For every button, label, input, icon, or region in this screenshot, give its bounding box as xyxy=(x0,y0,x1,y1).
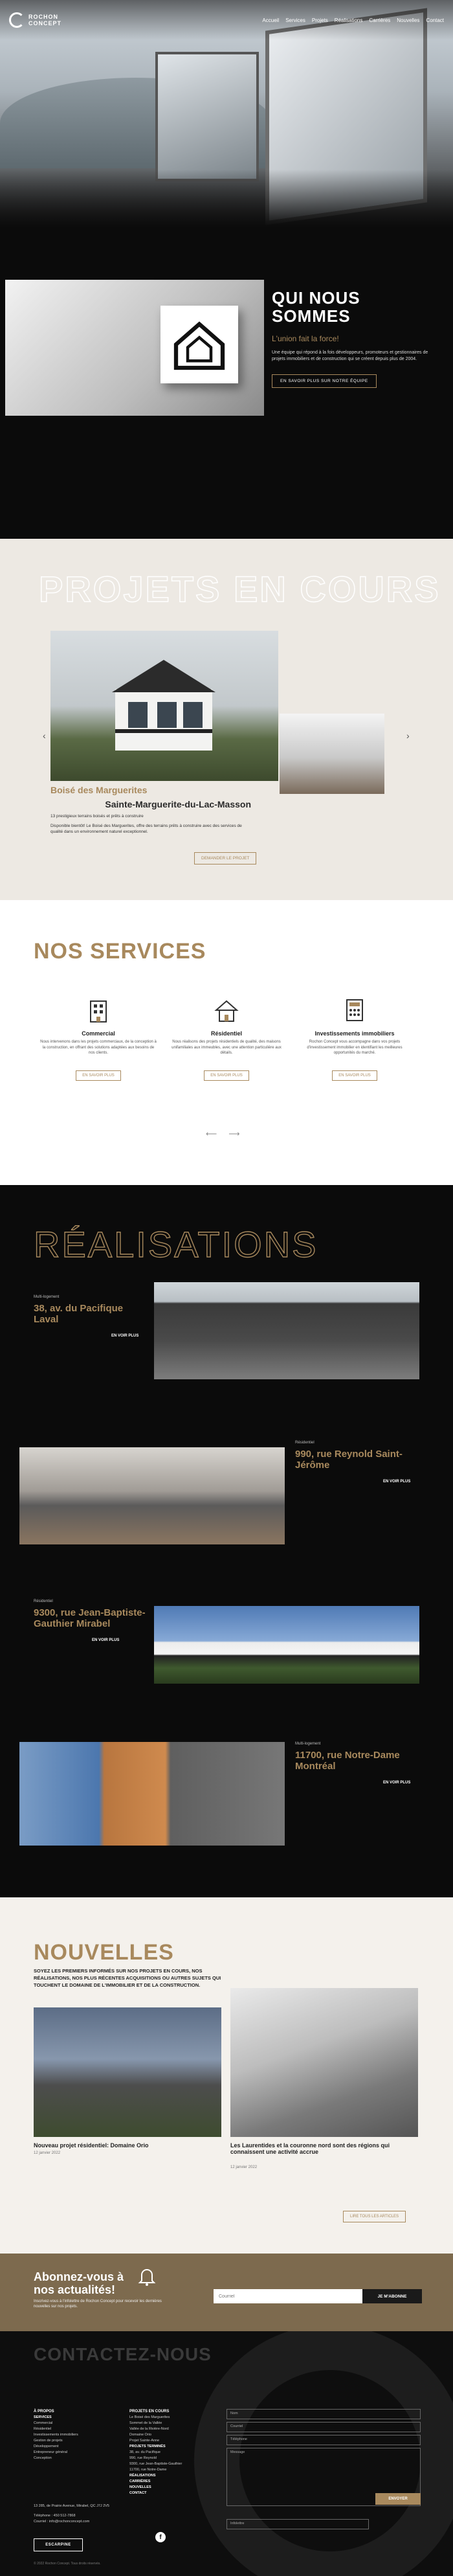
logo-icon xyxy=(9,12,25,28)
project-main-image xyxy=(50,631,278,781)
news-item-title[interactable]: Nouveau projet résidentiel: Domaine Orio xyxy=(34,2142,149,2149)
about-paragraph: Une équipe qui répond à la fois développeurs, promoteurs et gestionnaires de projets immobiliers et de construction qui se créent depuis plus de 2004. xyxy=(272,350,428,361)
realisation-name: 9300, rue Jean-Baptiste-Gauthier Mirabel xyxy=(34,1607,146,1629)
realisations-section xyxy=(0,1185,453,1897)
carousel-next-arrow[interactable]: › xyxy=(406,730,410,741)
realisation-image xyxy=(19,1742,285,1846)
project-request-button[interactable]: DEMANDER LE PROJET xyxy=(194,852,256,864)
service-more-button[interactable]: EN SAVOIR PLUS xyxy=(332,1070,377,1081)
news-item-date: 12 janvier 2022 xyxy=(230,2165,258,2169)
news-title: NOUVELLES xyxy=(34,1940,174,1965)
news-item-title[interactable]: Les Laurentides et la couronne nord sont des régions qui connaissent une activité accrue xyxy=(230,2142,390,2155)
realisation-category: Multi-logement xyxy=(34,1295,60,1299)
service-more-button[interactable]: EN SAVOIR PLUS xyxy=(204,1070,249,1081)
contact-email-field[interactable]: Courriel xyxy=(226,2422,421,2432)
carousel-prev-arrow[interactable]: ‹ xyxy=(43,730,46,741)
project-name: Boisé des Marguerites xyxy=(50,785,148,795)
nav-carrieres[interactable]: Carrières xyxy=(369,17,391,23)
newsletter-text: Inscrivez-vous à l'infolettre de Rochon Concept pour recevoir les dernières nouvelles sur nos projets. xyxy=(34,2299,162,2309)
projects-title: PROJETS EN COURS xyxy=(39,569,441,609)
contact-title: CONTACTEZ-NOUS xyxy=(34,2344,212,2364)
project-tagline: 13 prestigieux terrains boisés et prêts à construire xyxy=(50,814,144,819)
newsletter-footer-field[interactable]: Infolettre xyxy=(226,2519,369,2529)
calculator-icon xyxy=(342,997,368,1023)
realisation-card xyxy=(0,1742,453,1846)
building-icon xyxy=(85,997,111,1023)
realisation-card xyxy=(0,1441,453,1544)
service-text: Nous réalisons des projets résidentiels de qualité, des maisons unifamiliales aux immeubles, avec une attention particulière aux détails. xyxy=(171,1040,282,1055)
newsletter-title: Abonnez-vous à nos actualités! xyxy=(34,2270,124,2296)
footer-column-about: À PROPOS SERVICES Commercial Résidentiel Investissements immobiliers Gestion de projets Développement Entrepreneur général Conception xyxy=(34,2410,78,2460)
service-commercial xyxy=(40,997,157,1081)
footer-address: 13 285, de Prairie Avenue, Mirabel, QC J7J 2V5 Téléphone : 450 512-7868 Courriel : info@rochonconcept.com xyxy=(34,2504,109,2524)
nav-realisations[interactable]: Réalisations xyxy=(334,17,363,23)
nav-contact[interactable]: Contact xyxy=(426,17,444,23)
realisation-category: Résidentiel xyxy=(34,1599,53,1603)
news-image[interactable] xyxy=(230,1988,418,2137)
realisation-image xyxy=(19,1447,285,1544)
realisation-category: Résidentiel xyxy=(295,1441,315,1445)
project-location: Sainte-Marguerite-du-Lac-Masson xyxy=(105,799,251,809)
about-title: QUI NOUS SOMMES xyxy=(272,288,360,326)
service-residentiel xyxy=(168,997,285,1081)
service-text: Nous intervenons dans les projets commerciaux, de la conception à la construction, en offrant des solutions adaptées aux besoins de nos clients. xyxy=(40,1040,157,1055)
all-articles-button[interactable]: LIRE TOUS LES ARTICLES xyxy=(343,2211,406,2222)
service-name: Commercial xyxy=(82,1030,115,1037)
nav-accueil[interactable]: Accueil xyxy=(262,17,280,23)
bell-icon xyxy=(136,2265,158,2287)
realisation-image xyxy=(154,1606,419,1684)
news-image[interactable] xyxy=(34,2007,221,2137)
realisation-more-button[interactable]: EN VOIR PLUS xyxy=(383,1781,411,1785)
services-section xyxy=(0,900,453,1185)
partner-badge: ESCARPINE xyxy=(34,2538,83,2551)
contact-name-field[interactable]: Nom xyxy=(226,2409,421,2419)
house-icon xyxy=(170,315,228,374)
arrow-left-icon[interactable]: ⟵ xyxy=(206,1129,217,1138)
nav-services[interactable]: Services xyxy=(285,17,305,23)
arrow-right-icon[interactable]: ⟶ xyxy=(228,1129,240,1138)
service-name: Investissements immobiliers xyxy=(315,1030,395,1037)
realisation-name: 990, rue Reynold Saint-Jérôme xyxy=(295,1449,403,1471)
services-title: NOS SERVICES xyxy=(34,939,206,964)
house-sign-image xyxy=(160,306,238,383)
about-image xyxy=(5,280,264,416)
realisation-card xyxy=(0,1599,453,1703)
house-illustration xyxy=(109,657,219,754)
realisation-name: 38, av. du Pacifique Laval xyxy=(34,1303,124,1325)
hero-section xyxy=(0,0,453,228)
project-description: Disponible bientôt! Le Boisé des Marguerites, offre des terrains prêts à construire avec des services de qualité dans un environnement naturel exceptionnel. xyxy=(50,824,242,834)
realisation-more-button[interactable]: EN VOIR PLUS xyxy=(383,1480,411,1484)
realisation-name: 11700, rue Notre-Dame Montréal xyxy=(295,1750,400,1772)
subscribe-button[interactable]: JE M'ABONNE xyxy=(362,2289,422,2303)
realisation-card xyxy=(0,1282,453,1386)
services-carousel-arrows xyxy=(206,1129,239,1138)
send-button[interactable]: ENVOYER xyxy=(375,2493,421,2505)
news-item-date: 12 janvier 2022 xyxy=(34,2151,61,2155)
contact-message-field[interactable]: Message xyxy=(226,2448,421,2506)
service-text: Rochon Concept vous accompagne dans vos projets d'investissement immobilier en identifiant les meilleures opportunités du marché. xyxy=(307,1040,403,1055)
nav-nouvelles[interactable]: Nouvelles xyxy=(397,17,420,23)
realisation-category: Multi-logement xyxy=(295,1742,321,1746)
contact-phone-field[interactable]: Téléphone xyxy=(226,2435,421,2445)
news-section xyxy=(0,1897,453,2254)
contact-section xyxy=(0,2331,453,2576)
about-section xyxy=(0,228,453,539)
realisations-title: RÉALISATIONS xyxy=(34,1224,318,1265)
footer-column-projects: PROJETS EN COURS Le Boisé des Marguerites Sommet de la Vallée Vallée de la Rivière-Nord Domaine Orio Projet Sainte-Anne PROJETS TERMINÉS 38, av. du Pacifique 990, rue Reynold 9300, rue Jean-Baptiste-Gauthier 11700, rue Notre-Dame RÉALISATIONS CARRIÈRES NOUVELLES CONTACT xyxy=(129,2410,182,2495)
facebook-icon[interactable]: f xyxy=(155,2532,166,2542)
about-team-button[interactable]: EN SAVOIR PLUS SUR NOTRE ÉQUIPE xyxy=(272,374,377,388)
projects-section xyxy=(0,539,453,900)
main-nav xyxy=(262,17,444,23)
newsletter-email-input[interactable] xyxy=(214,2289,362,2303)
realisation-more-button[interactable]: EN VOIR PLUS xyxy=(111,1334,139,1338)
realisation-image xyxy=(154,1282,419,1379)
nav-projets[interactable]: Projets xyxy=(311,17,328,23)
service-investissements xyxy=(296,997,413,1081)
news-lead: SOYEZ LES PREMIERS INFORMÉS SUR NOS PROJETS EN COURS, NOS RÉALISATIONS, NOS PLUS RÉCENTES ACQUISITIONS OU AUTRES SUJETS QUI TOUCHENT LE DOMAINE DE L'IMMOBILIER ET DE LA CONSTRUCTION. xyxy=(34,1968,221,1988)
top-navigation xyxy=(0,0,453,40)
hero-window-image xyxy=(155,52,259,181)
house-icon xyxy=(214,997,239,1023)
copyright: © 2022 Rochon Concept. Tous droits réservés. xyxy=(34,2562,101,2566)
service-name: Résidentiel xyxy=(210,1030,242,1037)
realisation-more-button[interactable]: EN VOIR PLUS xyxy=(92,1638,120,1642)
site-logo[interactable]: ROCHON CONCEPT xyxy=(9,12,61,28)
project-interior-image xyxy=(280,714,384,794)
newsletter-section xyxy=(0,2254,453,2331)
service-more-button[interactable]: EN SAVOIR PLUS xyxy=(76,1070,121,1081)
about-subtitle: L'union fait la force! xyxy=(272,334,339,343)
